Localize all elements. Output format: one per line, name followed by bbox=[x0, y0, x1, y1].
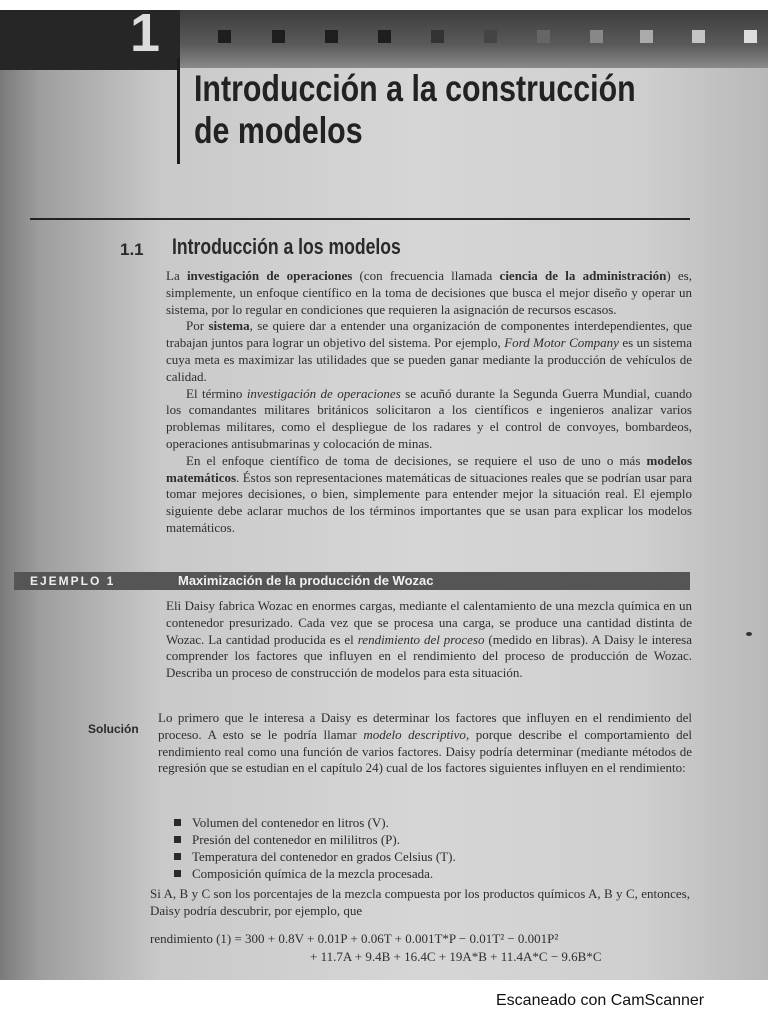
decor-square bbox=[640, 30, 653, 43]
solution-after-paragraph: Si A, B y C son los porcentajes de la mezcla compuesta por los productos químicos A, B y C, entonces, Daisy podría descubrir, por ejemplo, que bbox=[150, 886, 690, 918]
decor-square bbox=[590, 30, 603, 43]
decor-square bbox=[325, 30, 338, 43]
intro-text bbox=[166, 268, 692, 537]
decor-square bbox=[431, 30, 444, 43]
scanner-watermark: Escaneado con CamScanner bbox=[496, 992, 705, 1009]
example-paragraph: Eli Daisy fabrica Wozac en enormes cargas, mediante el calentamiento de una mezcla química en un contenedor presurizado. Cada vez que se procesa una carga, se produce una cantidad distinta de Wozac. La cantidad producida es el rendimiento del proceso (medido en libras). A Daisy le interesa comprender los factores que influyen en el rendimiento del proceso de producción de Wozac. Describa un proceso de construcción de modelos para esta situación. bbox=[166, 598, 692, 681]
section-number: 1.1 bbox=[120, 240, 144, 259]
paragraph-2: Por sistema, se quiere dar a entender una organización de componentes interdependientes, que trabajan juntos para lograr un objetivo del sistema. Por ejemplo, Ford Motor Company es un sistema cuya meta es maximizar las utilidades que se pueden ganar mediante la producción de vehículos de calidad. bbox=[166, 318, 692, 384]
list-item: Presión del contenedor en mililitros (P). bbox=[174, 831, 456, 848]
list-item: Volumen del contenedor en litros (V). bbox=[174, 814, 456, 831]
decor-square bbox=[484, 30, 497, 43]
solution-after-text bbox=[150, 886, 690, 920]
solution-label: Solución bbox=[88, 722, 139, 736]
paragraph-3: El término investigación de operaciones se acuñó durante la Segunda Guerra Mundial, cuando los comandantes militares británicos solicitaron a los científicos e ingenieros analizar varios problemas militares, como el despliegue de los radares y el control de convoyes, bombardeos, operaciones antisubmarinas y colocación de minas. bbox=[166, 385, 692, 451]
list-item: Temperatura del contenedor en grados Celsius (T). bbox=[174, 848, 456, 865]
decor-square bbox=[378, 30, 391, 43]
solution-paragraph: Lo primero que le interesa a Daisy es determinar los factores que influyen en el rendimiento del proceso. A esto se le podría llamar modelo descriptivo, porque describe el comportamiento del rendimiento real como una función de varios factores. Daisy podría determinar (mediante métodos de regresión que se estudian en el capítulo 24) cual de los factores siguientes influyen en el rendimiento: bbox=[158, 710, 692, 776]
paragraph-1: La investigación de operaciones (con frecuencia llamada ciencia de la administración) es, simplemente, un enfoque científico en la toma de decisiones que busca el mejor diseño y operar un sistema, por lo regular en condiciones que requieren la asignación de recursos escasos. bbox=[166, 268, 692, 317]
decor-square bbox=[744, 30, 757, 43]
chapter-title bbox=[194, 68, 719, 152]
list-item: Composición química de la mezcla procesada. bbox=[174, 865, 456, 882]
section-divider bbox=[30, 218, 690, 220]
yield-formula-line-2: + 11.7A + 9.4B + 16.4C + 19A*B + 11.4A*C − 9.6B*C bbox=[310, 949, 602, 964]
example-text bbox=[166, 598, 692, 682]
decor-square bbox=[272, 30, 285, 43]
title-vertical-rule bbox=[177, 58, 180, 164]
yield-formula-line-1: rendimiento (1) = 300 + 0.8V + 0.01P + 0.06T + 0.001T*P − 0.01T² − 0.001P² bbox=[150, 931, 559, 946]
chapter-tab bbox=[0, 10, 180, 70]
decor-square bbox=[692, 30, 705, 43]
chapter-title-line-2: de modelos bbox=[194, 110, 363, 151]
decor-square bbox=[218, 30, 231, 43]
chapter-title-line-1: Introducción a la construcción bbox=[194, 68, 636, 109]
section-title: Introducción a los modelos bbox=[172, 234, 401, 259]
example-label: EJEMPLO 1 bbox=[30, 574, 116, 588]
decor-square bbox=[537, 30, 550, 43]
scanned-page bbox=[0, 10, 768, 980]
solution-text bbox=[158, 710, 692, 777]
example-title: Maximización de la producción de Wozac bbox=[178, 573, 434, 588]
paragraph-4: En el enfoque científico de toma de decisiones, se requiere el uso de uno o más modelos matemáticos. Éstos son representaciones matemáticas de situaciones reales que se podrían usar para tomar mejores decisiones, o bien, simplemente para entender mejor la situación real. El ejemplo siguiente debe aclarar muchos de los términos importantes que se usan para explicar los modelos matemáticos. bbox=[166, 452, 692, 535]
scan-speck bbox=[746, 632, 752, 636]
chapter-number: 1 bbox=[130, 10, 161, 63]
factor-list bbox=[174, 814, 456, 882]
